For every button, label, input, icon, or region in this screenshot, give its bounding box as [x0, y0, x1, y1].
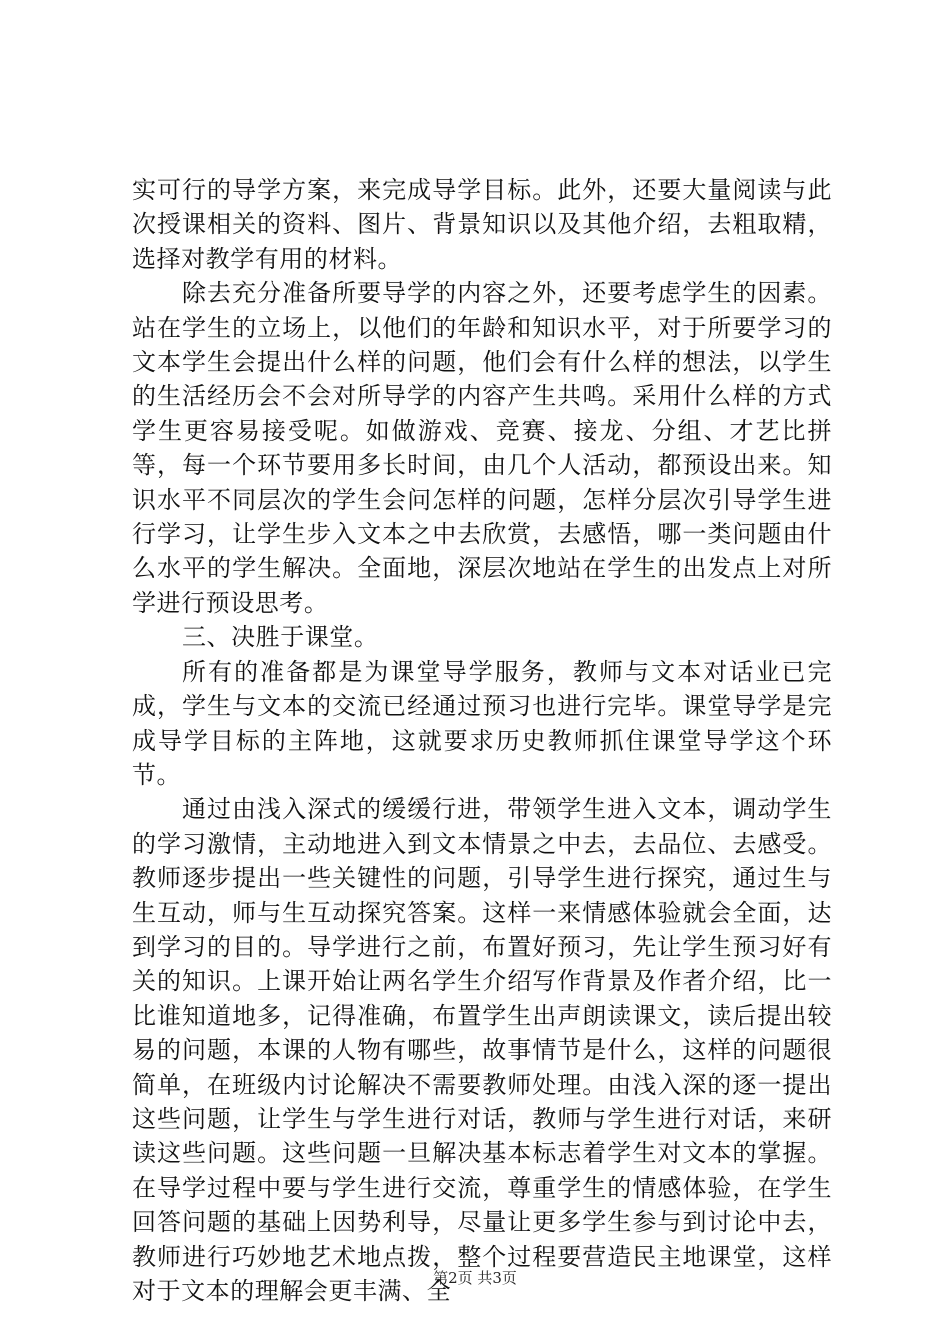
paragraph-classroom-guidance: 所有的准备都是为课堂导学服务，教师与文本对话业已完成，学生与文本的交流已经通过预习也进行完毕。课堂导学是完成导学目标的主阵地，这就要求历史教师抓住课堂导学这个环节。	[132, 657, 832, 789]
body-text	[132, 173, 832, 1308]
paragraph-student-factors: 除去充分准备所要导学的内容之外，还要考虑学生的因素。站在学生的立场上，以他们的年龄和知识水平，对于所要学习的文本学生会提出什么样的问题，他们会有什么样的想法，以学生的生活经历会不会对所导学的内容产生共鸣。采用什么样的方式学生更容易接受呢。如做游戏、竞赛、接龙、分组、才艺比拼等，每一个环节要用多长时间，由几个人活动，都预设出来。知识水平不同层次的学生会问怎样的问题，怎样分层次引导学生进行学习，让学生步入文本之中去欣赏，去感悟，哪一类问题由什么水平的学生解决。全面地，深层次地站在学生的出发点上对所学进行预设思考。	[132, 279, 832, 617]
page-footer: 第2页 共3页	[433, 1269, 517, 1287]
paragraph-teaching-process: 通过由浅入深式的缓缓行进，带领学生进入文本，调动学生的学习激情，主动地进入到文本情景之中去，去品位、去感受。教师逐步提出一些关键性的问题，引导学生进行探究，通过生与生互动，师与生互动探究答案。这样一来情感体验就会全面，达到学习的目的。导学进行之前，布置好预习，先让学生预习好有关的知识。上课开始让两名学生介绍写作背景及作者介绍，比一比谁知道地多，记得准确，布置学生出声朗读课文，读后提出较易的问题，本课的人物有哪些，故事情节是什么，这样的问题很简单，在班级内讨论解决不需要教师处理。由浅入深的逐一提出这些问题，让学生与学生进行对话，教师与学生进行对话，来研读这些问题。这些问题一旦解决基本标志着学生对文本的掌握。在导学过程中要与学生进行交流，尊重学生的情感体验，在学生回答问题的基础上因势利导，尽量让更多学生参与到讨论中去，教师进行巧妙地艺术地点拨，整个过程要营造民主地课堂，这样对于文本的理解会更丰满、全	[132, 795, 832, 1305]
paragraph-continuation: 实可行的导学方案，来完成导学目标。此外，还要大量阅读与此次授课相关的资料、图片、背景知识以及其他介绍，去粗取精，选择对教学有用的材料。	[132, 176, 832, 273]
section-heading-classroom: 三、决胜于课堂。	[182, 623, 379, 652]
